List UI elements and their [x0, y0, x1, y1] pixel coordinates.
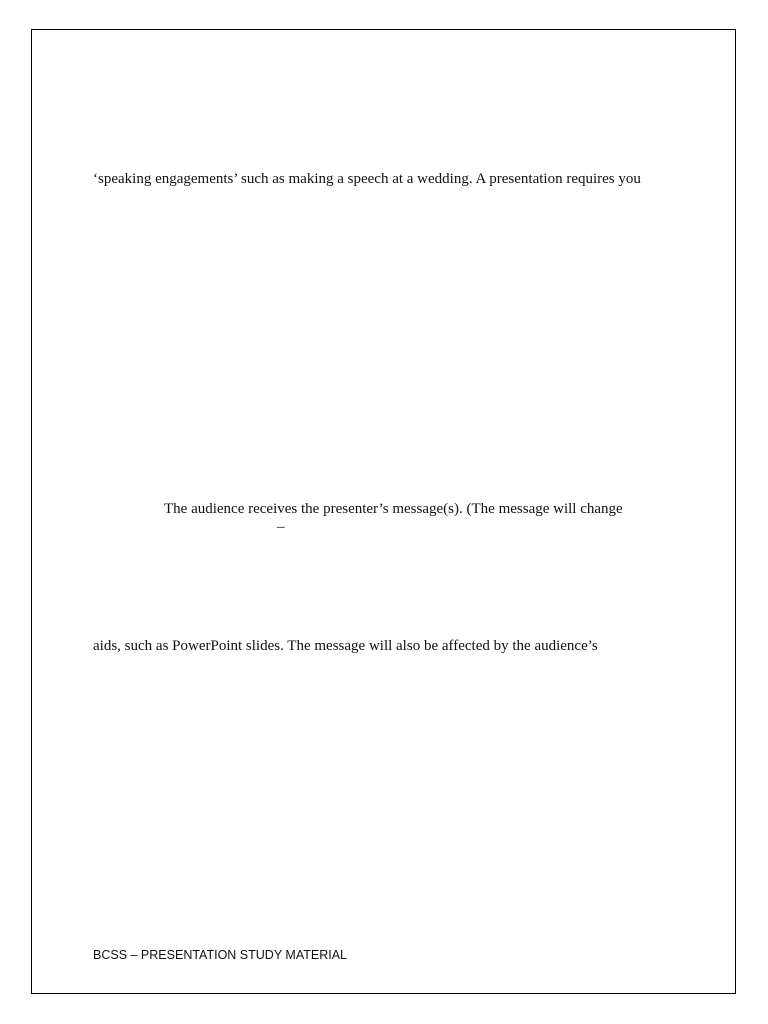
document-page — [31, 29, 736, 994]
text-line-speaking-engagements: ‘speaking engagements’ such as making a speech at a wedding. A presentation requires you — [93, 171, 641, 187]
text-line-dash: – — [277, 519, 285, 535]
text-line-audience-receives: The audience receives the presenter’s message(s). (The message will change — [164, 501, 623, 517]
text-line-powerpoint-aids: aids, such as PowerPoint slides. The message will also be affected by the audience’s — [93, 638, 598, 654]
page-footer: BCSS – PRESENTATION STUDY MATERIAL — [93, 948, 347, 962]
